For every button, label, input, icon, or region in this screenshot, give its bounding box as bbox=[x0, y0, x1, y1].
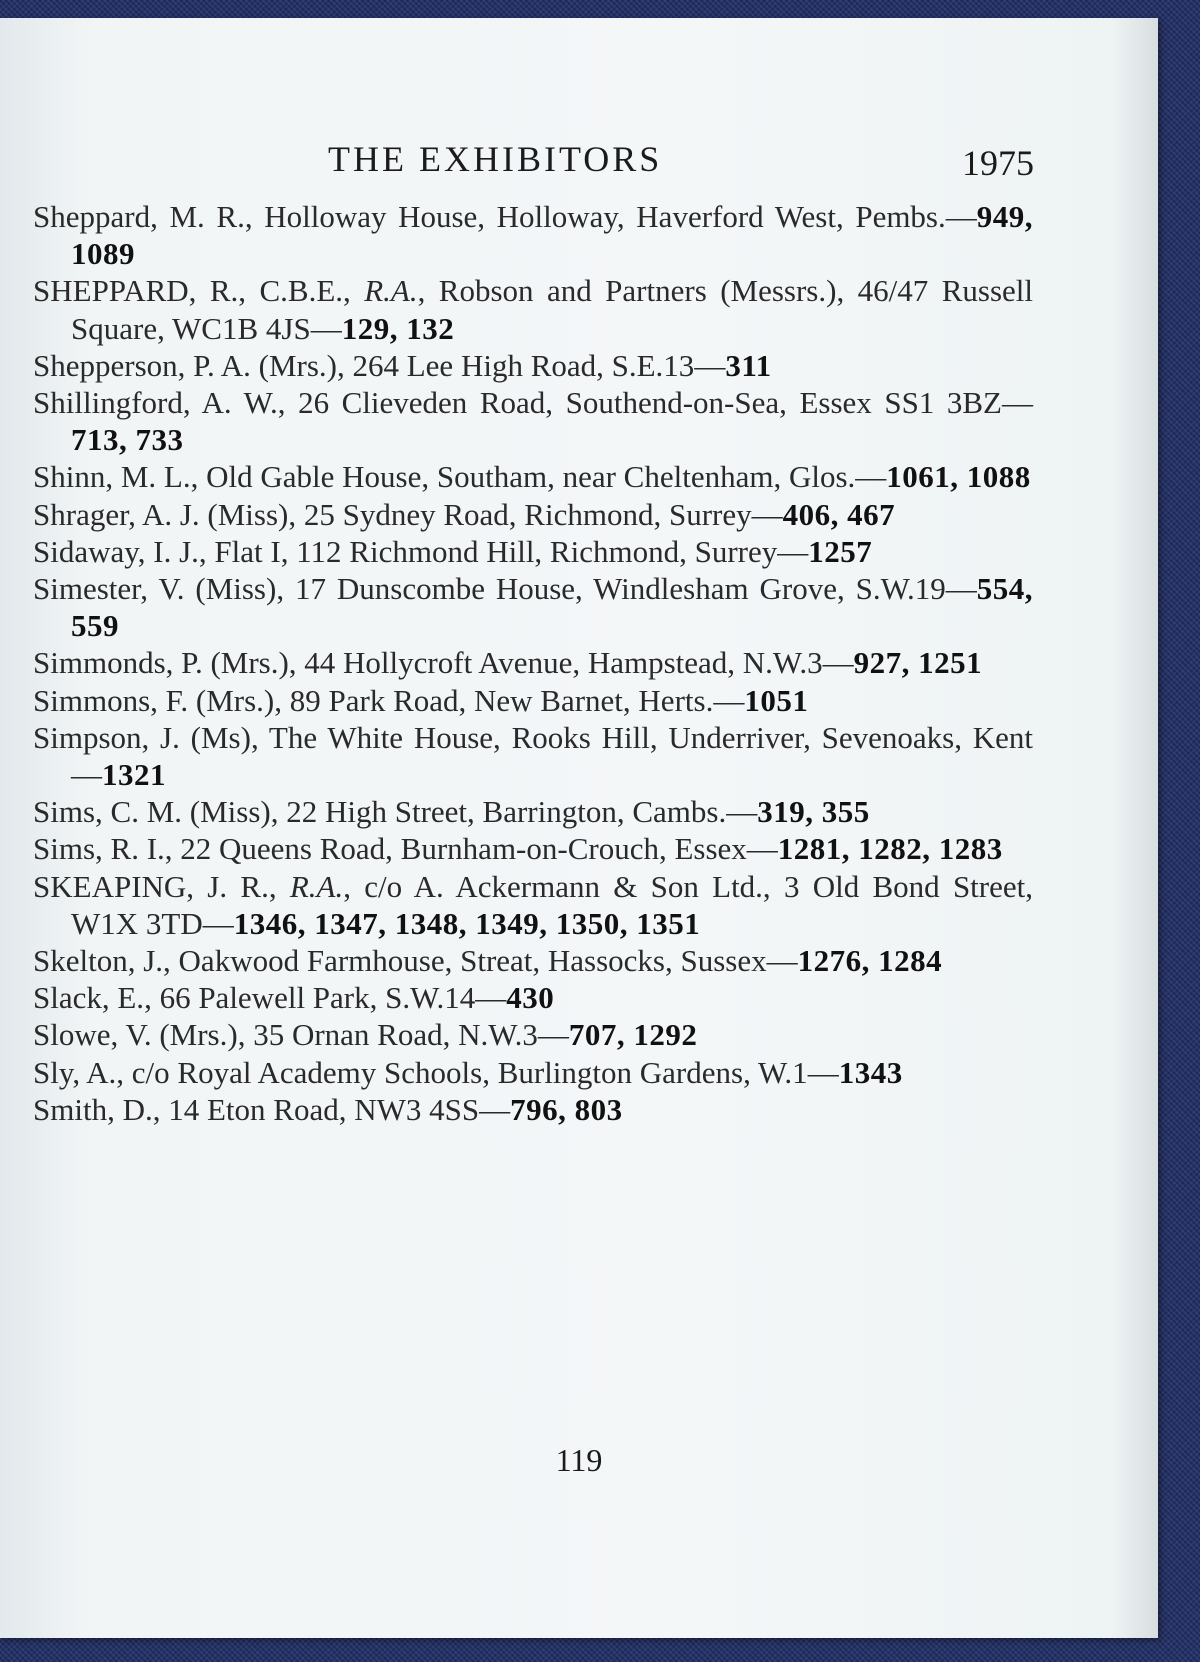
entry-dash: — bbox=[751, 496, 783, 532]
catalogue-numbers: 707, 1292 bbox=[568, 1017, 698, 1053]
exhibitor-name: Skelton, J. bbox=[33, 943, 164, 979]
list-item bbox=[33, 347, 1033, 384]
list-item bbox=[33, 496, 1033, 533]
exhibitor-name: Sims, C. M. (Miss) bbox=[33, 794, 271, 830]
catalogue-numbers: 1346, 1347, 1348, 1349, 1350, 1351 bbox=[233, 905, 701, 941]
exhibitor-address: , 17 Dunscombe House, Windlesham Grove, S.W.19 bbox=[276, 571, 946, 607]
catalogue-numbers: 430 bbox=[506, 980, 555, 1016]
entry-dash: — bbox=[694, 347, 726, 383]
exhibitor-address: , c/o Royal Academy Schools, Burlington Gardens, W.1 bbox=[116, 1054, 808, 1090]
entry-dash: — bbox=[713, 682, 745, 718]
entry-dash: — bbox=[777, 533, 809, 569]
exhibitor-address: , 25 Sydney Road, Richmond, Surrey bbox=[288, 496, 752, 532]
list-item bbox=[33, 793, 1033, 830]
book-page bbox=[0, 18, 1158, 1638]
catalogue-numbers: 1281, 1282, 1283 bbox=[777, 831, 1003, 867]
list-item bbox=[33, 384, 1033, 458]
exhibitor-name: Sly, A. bbox=[33, 1054, 117, 1090]
catalogue-numbers: 713, 733 bbox=[71, 422, 184, 458]
exhibitor-list bbox=[33, 198, 1033, 1128]
catalogue-numbers: 129, 132 bbox=[341, 310, 455, 346]
entry-dash: — bbox=[71, 757, 102, 793]
exhibitor-address: , 44 Hollycroft Avenue, Hampstead, N.W.3 bbox=[288, 645, 823, 681]
entry-dash: — bbox=[822, 645, 854, 681]
entry-dash: — bbox=[726, 794, 758, 830]
catalogue-numbers: 949, 1089 bbox=[71, 199, 1033, 272]
exhibitor-address: , Flat I, 112 Richmond Hill, Richmond, Surrey bbox=[198, 533, 778, 569]
exhibitor-address: , Oakwood Farmhouse, Streat, Hassocks, Sussex bbox=[163, 943, 767, 979]
exhibitor-address: , 66 Palewell Park, S.W.14 bbox=[144, 980, 476, 1016]
list-item bbox=[33, 682, 1033, 719]
catalogue-numbers: 1321 bbox=[102, 757, 166, 793]
list-item bbox=[33, 830, 1033, 867]
exhibitor-name: Smith, D. bbox=[33, 1091, 153, 1127]
list-item bbox=[33, 979, 1033, 1016]
exhibitor-name: Shillingford, A. W. bbox=[33, 385, 278, 421]
list-item bbox=[33, 198, 1033, 272]
entry-dash: — bbox=[479, 1091, 511, 1127]
entry-dash: — bbox=[537, 1017, 569, 1053]
catalogue-numbers: 406, 467 bbox=[782, 496, 896, 532]
exhibitor-name: Simpson, J. (Ms) bbox=[33, 719, 251, 755]
entry-dash: — bbox=[807, 1054, 839, 1090]
catalogue-numbers: 1051 bbox=[744, 682, 809, 718]
exhibitor-address: , 35 Ornan Road, N.W.3 bbox=[237, 1017, 538, 1053]
exhibitor-name: Sims, R. I. bbox=[33, 831, 165, 867]
exhibitor-address: , Robson and Partners (Messrs.), 46/47 Russell Square, WC1B 4JS bbox=[71, 273, 1033, 346]
list-item bbox=[33, 1054, 1033, 1091]
entry-dash: — bbox=[945, 199, 977, 234]
exhibitor-honour: R.A. bbox=[364, 273, 418, 309]
catalogue-numbers: 554, 559 bbox=[71, 571, 1034, 644]
list-item bbox=[33, 644, 1033, 681]
exhibitor-name: Simmonds, P. (Mrs.) bbox=[33, 645, 289, 681]
entry-dash: — bbox=[945, 571, 977, 607]
catalogue-numbers: 927, 1251 bbox=[853, 645, 983, 681]
exhibitor-name: Simester, V. (Miss) bbox=[33, 571, 277, 607]
exhibitor-address: , 89 Park Road, New Barnet, Herts. bbox=[274, 682, 714, 718]
exhibitor-address: , 14 Eton Road, NW3 4SS bbox=[152, 1091, 480, 1127]
entry-dash: — bbox=[202, 905, 234, 941]
catalogue-numbers: 1257 bbox=[808, 533, 873, 569]
entry-dash: — bbox=[746, 831, 778, 867]
page-year: 1975 bbox=[962, 143, 1034, 183]
entry-dash: — bbox=[766, 943, 798, 979]
exhibitor-address: , 26 Clieveden Road, Southend-on-Sea, Essex SS1 3BZ bbox=[277, 385, 1002, 421]
catalogue-numbers: 1343 bbox=[838, 1054, 903, 1090]
list-item bbox=[33, 533, 1033, 570]
exhibitor-name: Simmons, F. (Mrs.) bbox=[33, 682, 275, 718]
exhibitor-name: Sheppard, M. R. bbox=[33, 199, 245, 234]
catalogue-numbers: 796, 803 bbox=[510, 1091, 623, 1127]
entry-dash: — bbox=[475, 980, 507, 1016]
entry-dash: — bbox=[1002, 385, 1033, 421]
list-item bbox=[33, 1091, 1033, 1128]
exhibitor-address: , 22 High Street, Barrington, Cambs. bbox=[270, 794, 727, 830]
list-item bbox=[33, 458, 1033, 495]
list-item bbox=[33, 719, 1033, 793]
list-item bbox=[33, 942, 1033, 979]
exhibitor-name: Slowe, V. (Mrs.) bbox=[33, 1017, 238, 1053]
exhibitor-name: SHEPPARD, R., C.B.E., bbox=[33, 273, 365, 309]
exhibitor-address: , The White House, Rooks Hill, Underriver, Sevenoaks, Kent bbox=[250, 719, 1033, 755]
catalogue-numbers: 1061, 1088 bbox=[886, 459, 1031, 495]
exhibitor-name: Shepperson, P. A. (Mrs.) bbox=[33, 347, 337, 383]
page-number: 119 bbox=[555, 1442, 603, 1478]
exhibitor-address: , Holloway House, Holloway, Haverford West, Pembs. bbox=[244, 199, 946, 234]
catalogue-numbers: 319, 355 bbox=[757, 794, 870, 830]
entry-dash: — bbox=[310, 310, 342, 346]
exhibitor-address: , c/o A. Ackermann & Son Ltd., 3 Old Bond Street, W1X 3TD bbox=[71, 868, 1033, 941]
running-title: THE EXHIBITORS bbox=[328, 139, 663, 179]
exhibitor-honour: R.A. bbox=[289, 868, 344, 904]
exhibitor-name: Slack, E. bbox=[33, 980, 145, 1016]
list-item bbox=[33, 272, 1033, 346]
list-item bbox=[33, 868, 1033, 942]
exhibitor-name: Shrager, A. J. (Miss) bbox=[33, 496, 289, 532]
catalogue-numbers: 311 bbox=[725, 347, 772, 383]
catalogue-numbers: 1276, 1284 bbox=[797, 943, 943, 979]
exhibitor-address: , Old Gable House, Southam, near Cheltenham, Glos. bbox=[190, 459, 856, 495]
exhibitor-name: Sidaway, I. J. bbox=[33, 533, 199, 569]
entry-dash: — bbox=[855, 459, 887, 495]
running-header bbox=[0, 120, 1158, 183]
exhibitor-address: , 22 Queens Road, Burnham-on-Crouch, Essex bbox=[164, 831, 747, 867]
exhibitor-name: SKEAPING, J. R., bbox=[33, 868, 290, 904]
list-item bbox=[33, 1016, 1033, 1053]
list-item bbox=[33, 570, 1033, 644]
exhibitor-address: , 264 Lee High Road, S.E.13 bbox=[336, 347, 695, 383]
exhibitor-name: Shinn, M. L. bbox=[33, 459, 191, 495]
